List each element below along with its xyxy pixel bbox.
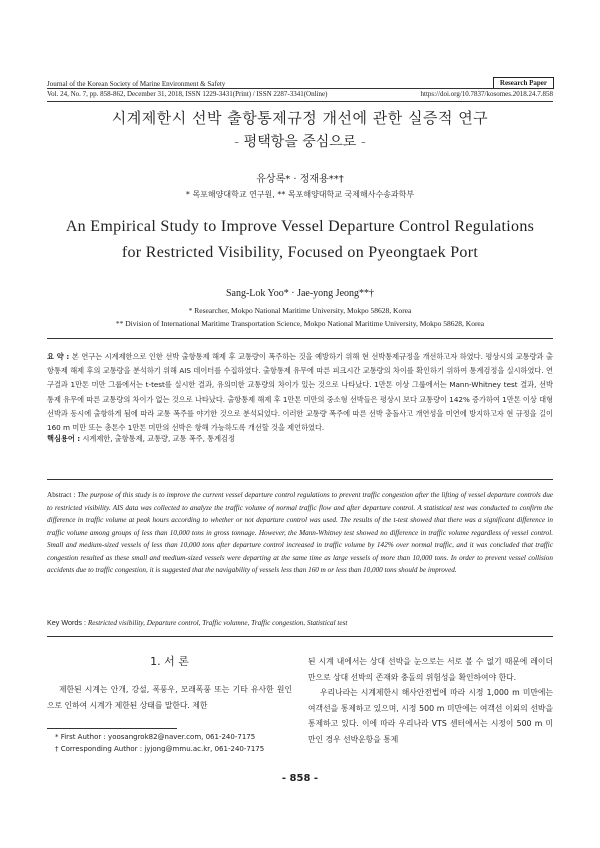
korean-abstract-text: 본 연구는 시계제한으로 인한 선박 출항통제 해제 후 교통량이 폭주하는 것을 예방하기 위해 현 선박통제규정을 개선하고자 하였다. 평상시의 교통량과 출항통제 해제 후의 교통량을 분석하기 위해 AIS 데이터를 수집하였다. 출항통제 유무에 따른 피크시간 교통량의 차이를 확인하기 위하여 통계검정을 실시하였다. 연구결과 1만톤 미만 그룹에서는 t-test를 실시한 결과, 유의미한 교통량의 차이가 있는 것으로 나타났다. 1만톤 이상 그룹에서는 Mann-Whitney test 결과, 선박 통제 유무에 따른 교통량의 차이가 없는 것으로 나타났다. 출항통제 해제 후 1만톤 미만의 중소형 선박들은 평상시 보다 교통량이 142% 증가하여 1만톤 이상 대형선박과 동시에 출항하게 됨에 따라 교통 폭주를 야기한 것으로 분석되었다. 이러한 교통량 폭주에 따른 선박 충돌사고 개연성을 미연에 방지하고자 현 규정을 길이 160 m 미만 또는 총톤수 1만톤 미만의 선박은 항해 가능하도록 개선할 것을 제언하였다. <box>47 352 553 433</box>
section-heading-introduction: 1. 서 론 <box>150 655 189 668</box>
korean-keywords-label: 핵심용어 : <box>47 434 81 443</box>
korean-authors: 유상록* · 정재용**† <box>256 174 344 185</box>
korean-keywords-text: 시계제한, 출항통제, 교통량, 교통 폭주, 통계검정 <box>82 434 235 443</box>
english-keywords <box>47 618 347 627</box>
english-abstract <box>47 489 553 577</box>
body-right-column <box>308 654 553 747</box>
korean-abstract <box>47 350 553 435</box>
article-type-badge: Research Paper <box>493 77 554 89</box>
body-paragraph: 우리나라는 시계제한시 해사안전법에 따라 시정 1,000 m 미만에는 여객선을 통제하고 있으며, 시정 500 m 미만에는 여객선 이외의 선박을 통제하고 있다. 이에 따라 우리나라 VTS 센터에서는 시정이 500 m 미만인 경우 선박운항을 통제 <box>308 688 553 744</box>
footnote-first-author: * First Author : yoosangrok82@naver.com, 061-240-7175 <box>55 733 256 741</box>
body-paragraph: 된 시계 내에서는 상대 선박을 눈으로는 서로 볼 수 없기 때문에 레이더만으로 상대 선박의 존재와 충돌의 위험성을 확인하여야 한다. <box>308 657 553 682</box>
abstract-divider-middle <box>47 479 553 480</box>
korean-title: 시계제한시 선박 출항통제규정 개선에 관한 실증적 연구 <box>111 109 489 127</box>
english-authors: Sang-Lok Yoo* · Jae-yong Jeong**† <box>225 288 375 299</box>
header-divider-bottom <box>47 101 553 102</box>
english-abstract-label: Abstract : <box>47 491 76 499</box>
abstract-divider-bottom <box>47 636 553 637</box>
doi-link[interactable]: https://doi.org/10.7837/kosomes.2018.24.7.858 <box>420 90 553 98</box>
footnote-corresponding-author: † Corresponding Author : jyjong@mmu.ac.kr, 061-240-7175 <box>55 745 265 753</box>
english-title-line2: for Restricted Visibility, Focused on Pyeongtaek Port <box>121 244 479 261</box>
footnote-divider <box>47 728 177 729</box>
english-title-line1: An Empirical Study to Improve Vessel Departure Control Regulations <box>65 218 535 235</box>
header-divider-top <box>47 88 553 89</box>
journal-volume-info: Vol. 24, No. 7, pp. 858-862, December 31, 2018, ISSN 1229-3431(Print) / ISSN 2287-3341(Online) <box>47 90 328 98</box>
page-number: - 858 - <box>281 773 319 784</box>
body-left-column: 제한된 시계는 안개, 강설, 폭풍우, 모래폭풍 또는 기타 유사한 원인으로 인하여 시계가 제한된 상태를 말한다. 제한 <box>47 685 292 710</box>
english-keywords-text: Restricted visibility, Departure control, Traffic volumne, Traffic congestion, Statistical test <box>87 619 348 627</box>
journal-name: Journal of the Korean Society of Marine Environment & Safety <box>47 80 226 88</box>
korean-keywords <box>47 434 235 444</box>
english-abstract-text: The purpose of this study is to improve the current vessel departure control regulations to prevent traffic congestion after the lifting of vessel departure controls due to restricted visibility. AIS data was collected to analyze the traffic volume of normal traffic flow and after departure control. A statistical test was conducted to confirm the difference in traffic volume at peak hours according to whether or not departure control was used. The results of the t-test showed that there was a significant difference in traffic volume among groups of less than 10,000 tons in gross tonnage. However, the Mann-Whitney test showed no difference in traffic volume regardless of vessel control. Small and medium-sized vessels of less than 10,000 tons after departure control increased in traffic volume by 142% over normal traffic, and it was concluded that traffic congestion resulted as these small and medium-sized vessels were departing at the same time as large vessels of more than 10,000 tons. In order to prevent vessel collision accidents due to traffic congestion, it is suggested that the navigability of vessels less than 160 m or less than 10,000 tons should be improved. <box>47 491 553 574</box>
korean-affiliation: * 목포해양대학교 연구원, ** 목포해양대학교 국제해사수송과학부 <box>185 190 415 199</box>
english-affiliation-1: * Researcher, Mokpo National Maritime University, Mokpo 58628, Korea <box>188 306 412 315</box>
korean-subtitle: - 평택항을 중심으로 - <box>234 134 366 150</box>
english-keywords-label: Key Words : <box>47 618 87 627</box>
korean-abstract-label: 요 약 : <box>47 352 70 361</box>
english-affiliation-2: ** Division of International Maritime Transportation Science, Mokpo National Maritime University, Mokpo 58628, Korea <box>115 319 485 328</box>
abstract-divider-top <box>47 338 553 339</box>
